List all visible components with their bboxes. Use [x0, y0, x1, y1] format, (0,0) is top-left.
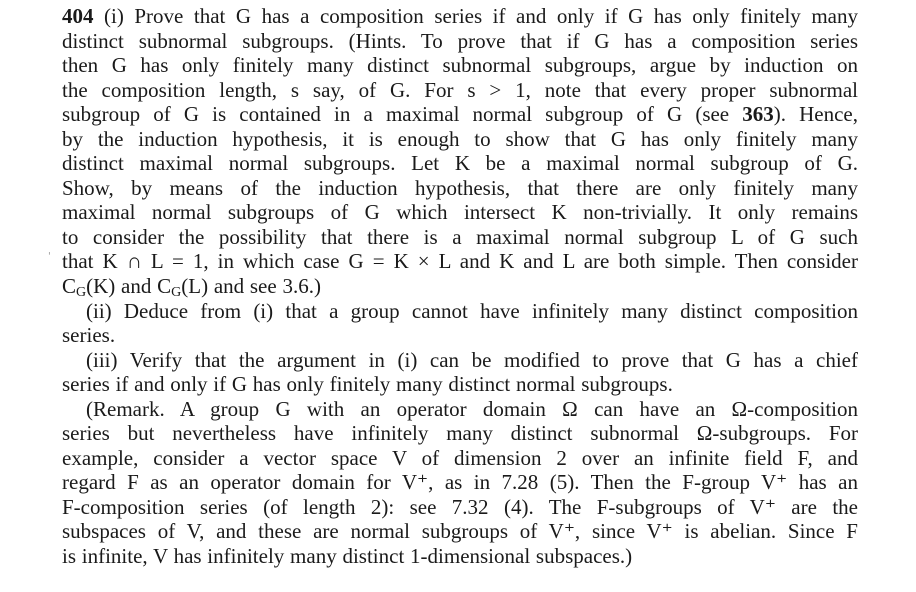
line-text: (iii) Verify that the argument in (i) can be modified to prove that G has a chief	[86, 347, 858, 372]
line-text: example, consider a vector space V of dimension 2 over an infinite field F, and	[62, 445, 858, 470]
line-text: series if and only if G has only finitely many distinct normal subgroups.	[62, 372, 673, 397]
text-line	[62, 544, 858, 569]
line-text: subgroup of G is contained in a maximal normal subgroup of G (see 363). Hence,	[62, 102, 858, 127]
text-line	[62, 249, 858, 274]
line-text: distinct maximal normal subgroups. Let K be a maximal normal subgroup of G.	[62, 151, 858, 176]
text-line	[62, 372, 858, 397]
line-text: series but nevertheless have infinitely many distinct subnormal Ω-subgroups. For	[62, 421, 858, 446]
line-text: series.	[62, 323, 116, 348]
text-line	[62, 53, 858, 78]
line-text: to consider the possibility that there is a maximal normal subgroup L of G such	[62, 224, 858, 249]
text-line	[62, 299, 858, 324]
text-line	[62, 176, 858, 201]
text-line	[62, 274, 858, 299]
text-line	[62, 225, 858, 250]
text-line	[62, 323, 858, 348]
text-line	[62, 421, 858, 446]
text-line	[62, 29, 858, 54]
text-line	[62, 78, 858, 103]
text-line	[62, 397, 858, 422]
line-text: by the induction hypothesis, it is enough to show that G has only finitely many	[62, 126, 858, 151]
text-line	[62, 470, 858, 495]
margin-mark: '	[48, 251, 51, 262]
text-line	[62, 151, 858, 176]
problem-number: 404	[62, 4, 94, 28]
line-text: (i) Prove that G has a composition series if and only if G has only finitely many	[93, 4, 858, 28]
line-text: maximal normal subgroups of G which intersect K non-trivially. It only remains	[62, 200, 858, 225]
problem-text	[62, 4, 858, 569]
line-text: regard F as an operator domain for V⁺, as in 7.28 (5). Then the F-group V⁺ has an	[62, 470, 858, 495]
line-text: then G has only finitely many distinct subnormal subgroups, argue by induction on	[62, 53, 858, 78]
line-text: is infinite, V has infinitely many distinct 1-dimensional subspaces.)	[62, 544, 633, 569]
text-line	[62, 4, 858, 29]
text-line	[62, 446, 858, 471]
line-text: distinct subnormal subgroups. (Hints. To prove that if G has a composition series	[62, 28, 858, 53]
text-line	[62, 102, 858, 127]
text-line	[62, 200, 858, 225]
text-line	[62, 519, 858, 544]
line-text: (ii) Deduce from (i) that a group cannot have infinitely many distinct composition	[86, 298, 858, 323]
line-text: Show, by means of the induction hypothesis, that there are only finitely many	[62, 175, 858, 200]
text-line	[62, 348, 858, 373]
line-text: (Remark. A group G with an operator domain Ω can have an Ω-composition	[86, 396, 858, 421]
line-text: F-composition series (of length 2): see 7.32 (4). The F-subgroups of V⁺ are the	[62, 494, 858, 519]
text-line	[62, 495, 858, 520]
line-text: $C_G(K)$ and $C_G(L)$ and see 3.6.)	[62, 274, 321, 301]
text-line	[62, 127, 858, 152]
line-text: that K ∩ L = 1, in which case G = K × L and K and L are both simple. Then consider	[62, 249, 858, 274]
line-text: subspaces of V, and these are normal subgroups of V⁺, since V⁺ is abelian. Since F	[62, 519, 858, 544]
line-text: the composition length, s say, of G. For s > 1, note that every proper subnormal	[62, 77, 858, 102]
